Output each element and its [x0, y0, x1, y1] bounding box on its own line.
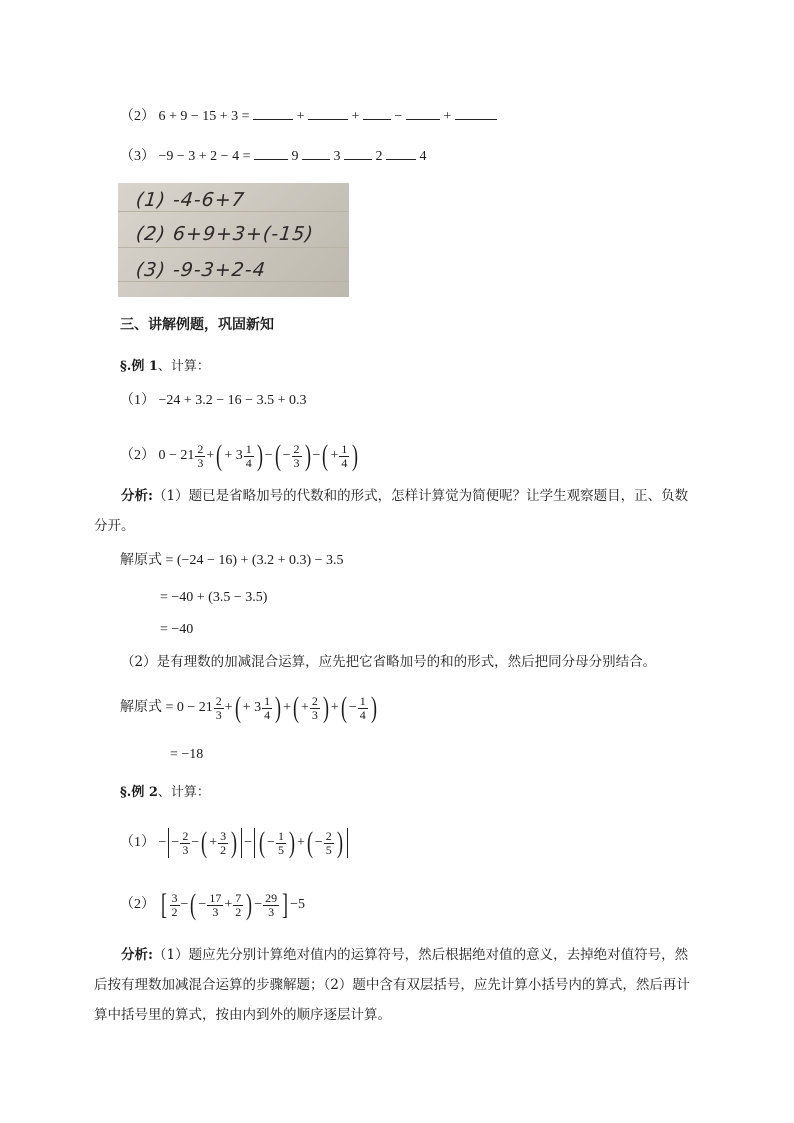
handwritten-line: (2) 6+9+3+(-15): [134, 223, 315, 245]
number: 2: [375, 149, 383, 164]
analysis-text: （1）题已是省略加号的代数和的形式，怎样计算觉为简便呢？让学生观察题目，正、负数分开。: [94, 488, 689, 534]
solution-result: = −18: [170, 747, 204, 762]
parenthesis-group: ( + $\frac{1}{4}$ ): [320, 438, 360, 474]
operator: +: [206, 448, 215, 464]
solution-line: = −40 + (3.5 − 3.5): [160, 590, 268, 605]
parenthesis-group: ( − $\frac{1}{4}$ ): [339, 690, 379, 726]
fraction: $\frac{2}{3}$: [197, 441, 204, 470]
handwritten-line: (3) -9-3+2-4: [134, 259, 267, 281]
operator: −: [244, 835, 253, 851]
blank[interactable]: [386, 147, 416, 160]
operator: −: [312, 448, 321, 464]
operator: −: [191, 835, 200, 851]
example-label: §.例 2: [120, 785, 158, 800]
example-2-part-2: [120, 886, 305, 924]
blank[interactable]: [254, 147, 288, 160]
parenthesis-group: ( − $\frac{17}{3}$ + $\frac{7}{2}$ ): [188, 886, 254, 924]
analysis-paragraph: [94, 940, 700, 1030]
operator: +: [283, 700, 292, 716]
absolute-value-bar: [168, 828, 169, 858]
operator: +: [296, 835, 305, 851]
part-label: （2）: [120, 897, 155, 913]
part-label: （2）: [120, 448, 155, 464]
analysis-paragraph: （2）是有理数的加减混合运算，应先把它省略加号的和的形式，然后把同分母分别结合。: [121, 654, 657, 670]
analysis-label: 分析:: [121, 488, 153, 504]
absolute-value-bar: [241, 828, 242, 858]
blank[interactable]: [406, 107, 440, 120]
part-label: （1）: [120, 393, 155, 408]
expression: −24 + 3.2 − 16 − 3.5 + 0.3: [158, 393, 307, 408]
operator: +: [443, 109, 452, 124]
operator: −: [180, 897, 189, 912]
number: 3: [333, 149, 341, 164]
operator: +: [330, 700, 339, 716]
operator: −: [254, 897, 263, 912]
exercise-3-label: （3）: [120, 149, 155, 164]
parenthesis-group: ( + 3 $\frac{1}{4}$ ): [214, 438, 264, 474]
operator: −: [394, 109, 403, 124]
number: 9: [291, 149, 299, 164]
example-1-title: [120, 358, 210, 376]
example-2-part-1: （1） − − $\frac{2}{3}$ − ( + $\frac{3}{2}$ ) − ( − $\frac{1}{5}$ ) + ( − $\frac{2}{5}$ ): [120, 824, 350, 862]
example-instruction: 、计算：: [157, 359, 210, 374]
solution-line: = −40: [160, 622, 194, 637]
example-label: §.例 1: [120, 359, 158, 374]
fraction: $\frac{2}{3}$: [215, 693, 222, 722]
blank[interactable]: [253, 107, 293, 120]
section-title: 三、讲解例题，巩固新知: [120, 317, 274, 333]
solution-line: 解原式 = (−24 − 16) + (3.2 + 0.3) − 3.5: [120, 553, 344, 568]
bracket-group: [159, 886, 291, 924]
blank[interactable]: [363, 107, 391, 120]
analysis-paragraph: [94, 481, 700, 541]
parenthesis-group: ( + 3 $\frac{1}{4}$ ): [233, 690, 283, 726]
handwritten-answer-photo: [118, 183, 349, 297]
parenthesis-group: ( − $\frac{1}{5}$ ): [257, 824, 297, 862]
example-2-title: [120, 784, 210, 802]
fraction: [ $\frac{3}{2}$: [171, 890, 178, 919]
operator: +: [351, 109, 360, 124]
number: 4: [419, 149, 427, 164]
example-1-part-1: [120, 392, 306, 410]
expression-start: 0 − 21: [158, 448, 195, 464]
exercise-3-expr: −9 − 3 + 2 − 4 =: [158, 149, 251, 164]
handwritten-line: (1) -4-6+7: [134, 189, 247, 211]
analysis-label: 分析:: [121, 947, 153, 963]
exercise-3: [120, 147, 426, 166]
blank[interactable]: [344, 147, 372, 160]
expression-start: 解原式 = 0 − 21: [120, 700, 213, 716]
operator: −: [264, 448, 273, 464]
blank[interactable]: [302, 147, 330, 160]
fraction: $\frac{29}{3}$: [265, 890, 278, 919]
fraction: $\frac{2}{3}$: [182, 828, 189, 857]
example-instruction: 、计算：: [157, 785, 210, 800]
exercise-2: [120, 107, 497, 126]
absolute-value-bar: [254, 828, 255, 858]
blank[interactable]: [308, 107, 348, 120]
parenthesis-group: ( + $\frac{2}{3}$ ): [291, 690, 331, 726]
analysis-text: （1）题应先分别计算绝对值内的运算符号，然后根据绝对值的意义，去掉绝对值符号，然后按有理数加减混合运算的步骤解题；（2）题中含有双层括号，应先计算小括号内的算式，然后再计算中括号里的算式，按由内到外的顺序逐层计算。: [94, 947, 690, 1023]
exercise-2-label: （2）: [120, 109, 155, 124]
exercise-2-expr: 6 + 9 − 15 + 3 =: [158, 109, 250, 124]
expression-tail: −5: [290, 897, 306, 913]
parenthesis-group: ( − $\frac{2}{5}$ ): [305, 824, 345, 862]
absolute-value-bar: [347, 828, 348, 858]
operator: +: [296, 109, 305, 124]
part-label: （1）: [120, 835, 155, 851]
parenthesis-group: ( + $\frac{3}{2}$ ): [199, 824, 239, 862]
blank[interactable]: [455, 107, 497, 120]
example-1-part-2: [120, 438, 360, 474]
parenthesis-group: ( − $\frac{2}{3}$ ): [273, 438, 313, 474]
operator: −: [158, 835, 167, 851]
solution-line: [120, 690, 379, 726]
operator: +: [224, 700, 233, 716]
